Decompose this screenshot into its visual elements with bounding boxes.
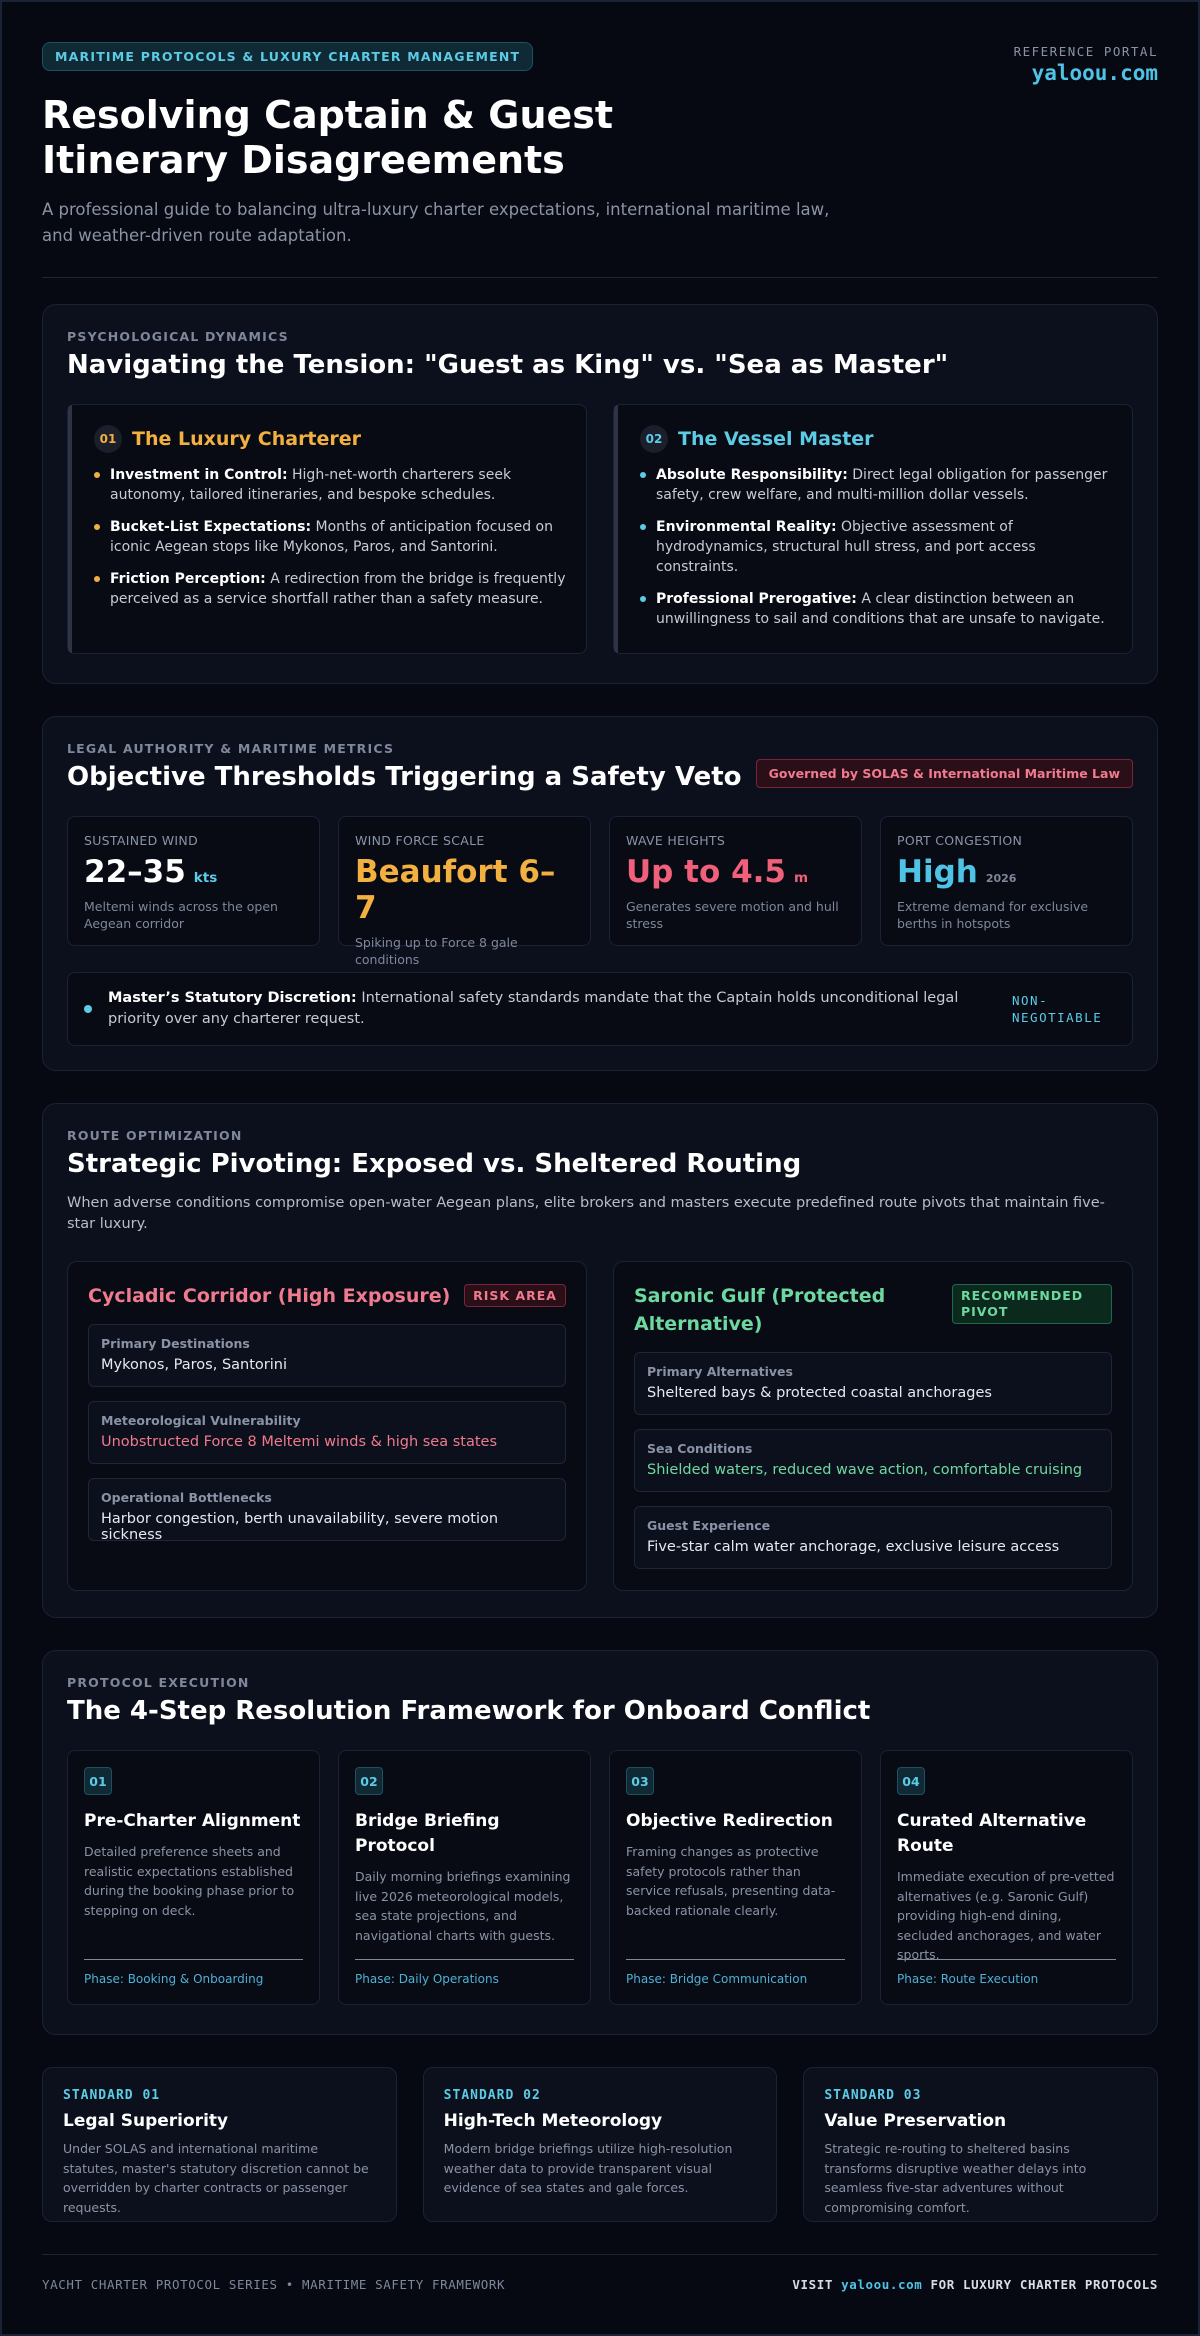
step-title: Objective Redirection [626, 1811, 833, 1831]
master-discretion-callout [67, 972, 1133, 1046]
route-detail-label: Meteorological Vulnerability [101, 1413, 301, 1428]
route-detail-value: Five-star calm water anchorage, exclusive leisure access [647, 1539, 1060, 1555]
step-phase: Phase: Bridge Communication [626, 1959, 845, 1986]
step-title: Curated Alternative Route [897, 1811, 1087, 1856]
metric-unit: kts [193, 870, 218, 886]
persona-card-master [613, 404, 1133, 654]
dynamics-section [42, 304, 1158, 684]
standard-description: Modern bridge briefings utilize high-resolution weather data to provide transparent visual evidence of sea states and gale forces. [443, 2141, 733, 2195]
persona-bullet: Bucket-List Expectations: Months of anticipation focused on iconic Aegean stops like Mykonos, Paros, and Santorini. [94, 517, 566, 557]
metric-label: WAVE HEIGHTS [626, 833, 726, 848]
reference-site-link[interactable]: yaloou.com [1031, 61, 1158, 85]
step-number: 01 [84, 1767, 112, 1795]
metric-unit: m [793, 870, 809, 886]
standard-description: Under SOLAS and international maritime statutes, master's statutory discretion cannot be overridden by charter contracts or passenger requests. [63, 2141, 369, 2215]
step-phase: Phase: Route Execution [897, 1959, 1116, 1986]
metric-value: High [897, 854, 978, 890]
route-detail [88, 1478, 566, 1541]
route-detail-label: Primary Alternatives [647, 1364, 793, 1379]
section-title: The 4-Step Resolution Framework for Onboard Conflict [67, 1696, 871, 1726]
step-card [67, 1750, 320, 2005]
persona-number: 01 [94, 425, 122, 453]
route-detail [634, 1429, 1112, 1492]
route-detail [634, 1352, 1112, 1415]
persona-title: The Luxury Charterer [132, 428, 362, 450]
metric-description: Meltemi winds across the open Aegean corridor [84, 899, 278, 931]
route-detail-value: Unobstructed Force 8 Meltemi winds & high sea states [101, 1434, 498, 1450]
route-detail-label: Guest Experience [647, 1518, 771, 1533]
route-detail-value: Mykonos, Paros, Santorini [101, 1357, 287, 1373]
footer-cta: VISIT yaloou.com FOR LUXURY CHARTER PROTOCOLS [792, 2277, 1158, 2292]
step-description: Immediate execution of pre-vetted alternatives (e.g. Saronic Gulf) providing high-end dining, secluded anchorages, and water sports. [897, 1869, 1115, 1962]
section-title: Objective Thresholds Triggering a Safety Veto [67, 762, 742, 792]
step-card [609, 1750, 862, 2005]
step-card [880, 1750, 1133, 2005]
standard-title: High-Tech Meteorology [443, 2111, 663, 2131]
framework-section [42, 1650, 1158, 2035]
route-detail-value: Sheltered bays & protected coastal anchorages [647, 1385, 992, 1401]
step-card [338, 1750, 591, 2005]
footer [42, 2254, 1158, 2292]
metric-description: Generates severe motion and hull stress [626, 899, 839, 931]
section-eyebrow: PSYCHOLOGICAL DYNAMICS [67, 329, 289, 344]
header-divider [42, 277, 1158, 278]
section-subtitle: When adverse conditions compromise open-water Aegean plans, elite brokers and masters execute predefined route pivots that maintain five-star luxury. [67, 1195, 1105, 1232]
step-description: Framing changes as protective safety protocols rather than service refusals, presenting data-backed rationale clearly. [626, 1844, 836, 1918]
step-title: Bridge Briefing Protocol [355, 1811, 500, 1856]
persona-bullet: Environmental Reality: Objective assessment of hydrodynamics, structural hull stress, and port access constraints. [640, 517, 1112, 577]
footer-site-link[interactable]: yaloou.com [841, 2277, 923, 2292]
persona-bullet: Friction Perception: A redirection from the bridge is frequently perceived as a service shortfall rather than a safety measure. [94, 569, 566, 609]
route-detail-label: Primary Destinations [101, 1336, 250, 1351]
legal-section [42, 716, 1158, 1071]
standard-title: Legal Superiority [63, 2111, 229, 2131]
page-subtitle: A professional guide to balancing ultra-luxury charter expectations, international maritime law, and weather-driven route adaptation. [42, 200, 830, 245]
section-title: Strategic Pivoting: Exposed vs. Sheltered Routing [67, 1149, 802, 1179]
step-description: Detailed preference sheets and realistic expectations established during the booking phase prior to stepping on deck. [84, 1844, 295, 1918]
standard-label: STANDARD 02 [443, 2088, 541, 2103]
metric-description: Spiking up to Force 8 gale conditions [355, 935, 518, 967]
risk-area-badge: RISK AREA [464, 1284, 566, 1307]
header [42, 42, 1158, 272]
route-detail-label: Operational Bottlenecks [101, 1490, 272, 1505]
category-pill: MARITIME PROTOCOLS & LUXURY CHARTER MANAGEMENT [42, 42, 533, 71]
metric-unit: 2026 [985, 872, 1017, 885]
metric-value: Beaufort 6–7 [355, 854, 556, 926]
metric-label: WIND FORCE SCALE [355, 833, 485, 848]
standard-label: STANDARD 03 [824, 2088, 922, 2103]
route-card-cycladic [67, 1261, 587, 1591]
route-detail-label: Sea Conditions [647, 1441, 753, 1456]
route-card-saronic [613, 1261, 1133, 1591]
route-detail-value: Harbor congestion, berth unavailability, severe motion sickness [101, 1511, 499, 1543]
step-number: 02 [355, 1767, 383, 1795]
persona-title: The Vessel Master [678, 428, 874, 450]
step-phase: Phase: Daily Operations [355, 1959, 574, 1986]
standard-description: Strategic re-routing to sheltered basins transforms disruptive weather delays into seamless five-star adventures without compromising comfort. [824, 2141, 1087, 2215]
step-phase: Phase: Booking & Onboarding [84, 1959, 303, 1986]
step-number: 04 [897, 1767, 925, 1795]
reference-label: REFERENCE PORTAL [1013, 44, 1158, 59]
metric-value: Up to 4.5 [626, 854, 786, 890]
solas-badge: Governed by SOLAS & International Maritime Law [756, 759, 1133, 788]
route-title: Cycladic Corridor (High Exposure) [88, 1285, 451, 1307]
route-detail [88, 1324, 566, 1387]
metric-value: 22–35 [84, 854, 186, 890]
metric-card [338, 816, 591, 967]
page-title: Resolving Captain & Guest Itinerary Disagreements [42, 93, 614, 182]
standard-title: Value Preservation [824, 2111, 1007, 2131]
step-description: Daily morning briefings examining live 2026 meteorological models, sea state projections, and navigational charts with guests. [355, 1869, 571, 1943]
reference-portal [1014, 44, 1158, 85]
metric-card [609, 816, 862, 946]
step-title: Pre-Charter Alignment [84, 1811, 301, 1831]
route-detail [634, 1506, 1112, 1569]
standards-row [42, 2067, 1158, 2222]
route-detail [88, 1401, 566, 1464]
section-eyebrow: ROUTE OPTIMIZATION [67, 1128, 243, 1143]
persona-bullet: Absolute Responsibility: Direct legal obligation for passenger safety, crew welfare, and multi-million dollar vessels. [640, 465, 1112, 505]
persona-number: 02 [640, 425, 668, 453]
footer-series: YACHT CHARTER PROTOCOL SERIES • MARITIME SAFETY FRAMEWORK [42, 2277, 506, 2292]
persona-bullet: Investment in Control: High-net-worth charterers seek autonomy, tailored itineraries, and bespoke schedules. [94, 465, 566, 505]
metrics-row [67, 816, 1133, 967]
bullet-dot-icon [84, 1005, 92, 1013]
route-detail-value: Shielded waters, reduced wave action, comfortable cruising [647, 1462, 1083, 1478]
standard-card [803, 2067, 1158, 2222]
section-title: Navigating the Tension: "Guest as King" vs. "Sea as Master" [67, 350, 949, 380]
metric-label: SUSTAINED WIND [84, 833, 198, 848]
standard-card [42, 2067, 397, 2222]
step-number: 03 [626, 1767, 654, 1795]
metric-description: Extreme demand for exclusive berths in hotspots [897, 899, 1089, 931]
recommended-pivot-badge: RECOMMENDED PIVOT [952, 1284, 1112, 1324]
standard-label: STANDARD 01 [63, 2088, 161, 2103]
persona-card-charterer [67, 404, 587, 654]
metric-card [67, 816, 320, 946]
non-negotiable-label: NON-NEGOTIABLE [1012, 993, 1103, 1025]
persona-bullet: Professional Prerogative: A clear distinction between an unwillingness to sail and conditions that are unsafe to navigate. [640, 589, 1112, 629]
section-eyebrow: LEGAL AUTHORITY & MARITIME METRICS [67, 741, 395, 756]
section-eyebrow: PROTOCOL EXECUTION [67, 1675, 250, 1690]
routing-section [42, 1103, 1158, 1618]
metric-label: PORT CONGESTION [897, 833, 1023, 848]
route-title: Saronic Gulf (Protected Alternative) [634, 1285, 886, 1335]
metric-card [880, 816, 1133, 946]
standard-card [423, 2067, 778, 2222]
discretion-text: Master’s Statutory Discretion: International safety standards mandate that the Captain holds unconditional legal priority over any charterer request. [108, 990, 959, 1027]
